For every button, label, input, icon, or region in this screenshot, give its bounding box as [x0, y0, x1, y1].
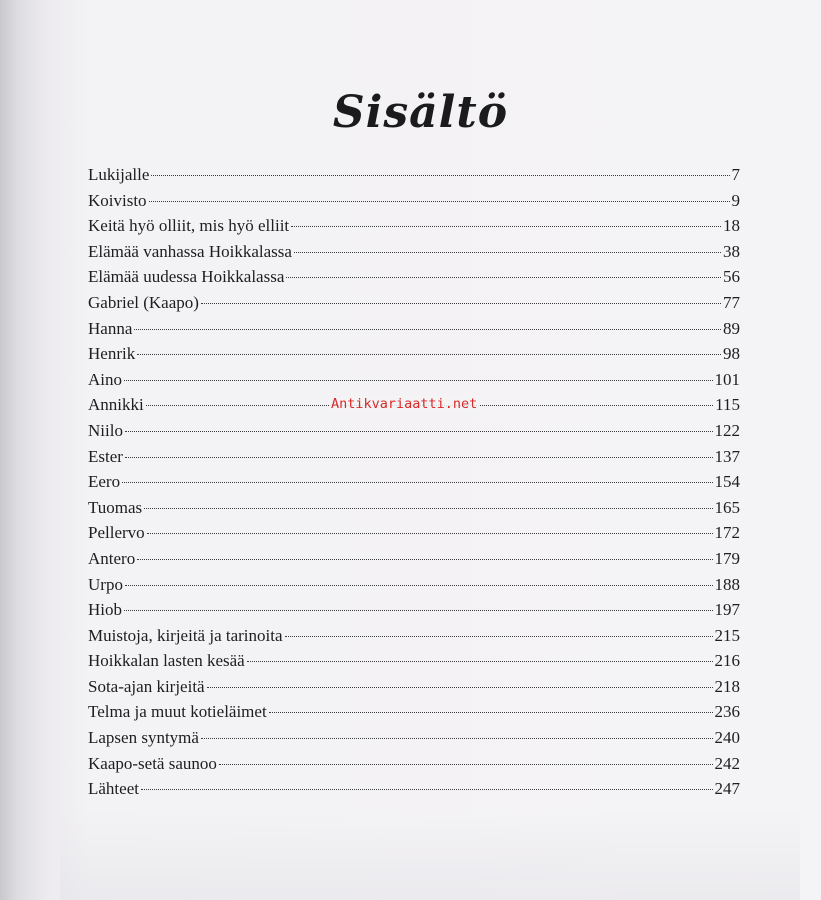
dot-leader: [207, 687, 713, 688]
dot-leader: [247, 661, 713, 662]
dot-leader: [141, 789, 713, 790]
toc-entry-label: Annikki: [88, 395, 144, 415]
dot-leader: [201, 303, 721, 304]
toc-entry: [88, 626, 740, 652]
toc-entry-label: Muistoja, kirjeitä ja tarinoita: [88, 625, 283, 645]
toc-entry-page: 38: [723, 241, 740, 261]
toc-entry-label: Lähteet: [88, 779, 139, 799]
dot-leader: [201, 738, 713, 739]
toc-entry-page: 9: [731, 190, 740, 210]
toc-entry: [88, 344, 740, 370]
dot-leader: [147, 533, 713, 534]
dot-leader: [149, 201, 730, 202]
toc-entry-page: 215: [714, 625, 740, 645]
page-title: Sisältö: [332, 87, 509, 139]
toc-entry-page: 242: [714, 753, 740, 773]
toc-entry-label: Antero: [88, 548, 136, 568]
dot-leader: [291, 226, 721, 227]
toc-entry-label: Urpo: [88, 574, 123, 594]
bleed-through-shadow: [60, 810, 800, 900]
toc-entry: [88, 754, 740, 780]
toc-entry: [88, 447, 740, 473]
toc-entry-page: 179: [714, 548, 740, 568]
toc-entry-page: 154: [714, 472, 740, 492]
dot-leader: [294, 252, 721, 253]
toc-entry-page: 188: [714, 574, 740, 594]
toc-entry: [88, 267, 740, 293]
toc-entry-label: Eero: [88, 472, 121, 492]
toc-entry: [88, 421, 740, 447]
toc-entry-label: Aino: [88, 369, 122, 389]
toc-entry-page: 197: [714, 600, 740, 620]
toc-entry-label: Hoikkalan lasten kesää: [88, 651, 245, 671]
toc-entry: [88, 319, 740, 345]
dot-leader: [134, 329, 721, 330]
dot-leader: [125, 431, 713, 432]
toc-entry: [88, 575, 740, 601]
dot-leader: [144, 508, 712, 509]
toc-entry-label: Elämää vanhassa Hoikkalassa: [88, 241, 292, 261]
toc-entry: [88, 191, 740, 217]
dot-leader: [285, 636, 713, 637]
toc-entry: [88, 549, 740, 575]
toc-entry-page: 56: [723, 267, 740, 287]
toc-entry-page: 77: [723, 292, 740, 312]
toc-entry-page: 240: [714, 728, 740, 748]
toc-entry-page: 98: [723, 344, 740, 364]
toc-entry-label: Kaapo-setä saunoo: [88, 753, 217, 773]
dot-leader: [137, 354, 721, 355]
toc-entry-label: Telma ja muut kotieläimet: [88, 702, 267, 722]
toc-entry: [88, 165, 740, 191]
toc-entry-page: 172: [714, 523, 740, 543]
toc-entry-page: 137: [714, 446, 740, 466]
toc-entry: [88, 779, 740, 805]
dot-leader: [124, 380, 713, 381]
toc-entry: [88, 702, 740, 728]
toc-entry-page: 101: [714, 369, 740, 389]
toc-entry-page: 218: [714, 676, 740, 696]
toc-entry: [88, 600, 740, 626]
dot-leader: [137, 559, 712, 560]
toc-entry-page: 216: [714, 651, 740, 671]
watermark-stamp: Antikvariaatti.net: [331, 396, 478, 412]
toc-entry-label: Lapsen syntymä: [88, 728, 199, 748]
toc-entry: [88, 651, 740, 677]
toc-entry-label: Pellervo: [88, 523, 145, 543]
toc-entry-page: 236: [714, 702, 740, 722]
toc-entry-label: Koivisto: [88, 190, 147, 210]
toc-entry: [88, 370, 740, 396]
toc-entry-label: Sota-ajan kirjeitä: [88, 676, 205, 696]
toc-entry: [88, 242, 740, 268]
toc-entry: [88, 472, 740, 498]
toc-entry-label: Gabriel (Kaapo): [88, 292, 199, 312]
toc-entry: [88, 293, 740, 319]
toc-entry-label: Hiob: [88, 600, 122, 620]
toc-entry-page: 122: [714, 420, 740, 440]
toc-entry: [88, 498, 740, 524]
dot-leader: [125, 585, 713, 586]
toc-entry-page: 89: [723, 318, 740, 338]
toc-entry-page: 18: [723, 216, 740, 236]
dot-leader: [125, 457, 713, 458]
dot-leader: [286, 277, 721, 278]
dot-leader: [122, 482, 712, 483]
toc-entry-page: 165: [714, 497, 740, 517]
dot-leader: [124, 610, 713, 611]
toc-entry-label: Elämää uudessa Hoikkalassa: [88, 267, 285, 287]
toc-entry-label: Lukijalle: [88, 165, 150, 184]
toc-entry: [88, 216, 740, 242]
toc-entry: [88, 677, 740, 703]
toc-entry: [88, 523, 740, 549]
toc-entry-label: Tuomas: [88, 497, 143, 517]
toc-entry-label: Niilo: [88, 420, 123, 440]
toc-entry-page: 7: [731, 165, 740, 184]
toc-entry-label: Keitä hyö olliit, mis hyö elliit: [88, 216, 290, 236]
toc-entry-label: Henrik: [88, 344, 136, 364]
toc-entry-label: Ester: [88, 446, 123, 466]
toc-entry: [88, 728, 740, 754]
toc-entry-label: Hanna: [88, 318, 133, 338]
dot-leader: [269, 712, 713, 713]
dot-leader: [219, 764, 713, 765]
toc-entry-page: 115: [715, 395, 740, 415]
table-of-contents: [88, 165, 740, 805]
dot-leader: [151, 175, 729, 176]
toc-entry-page: 247: [714, 779, 740, 799]
